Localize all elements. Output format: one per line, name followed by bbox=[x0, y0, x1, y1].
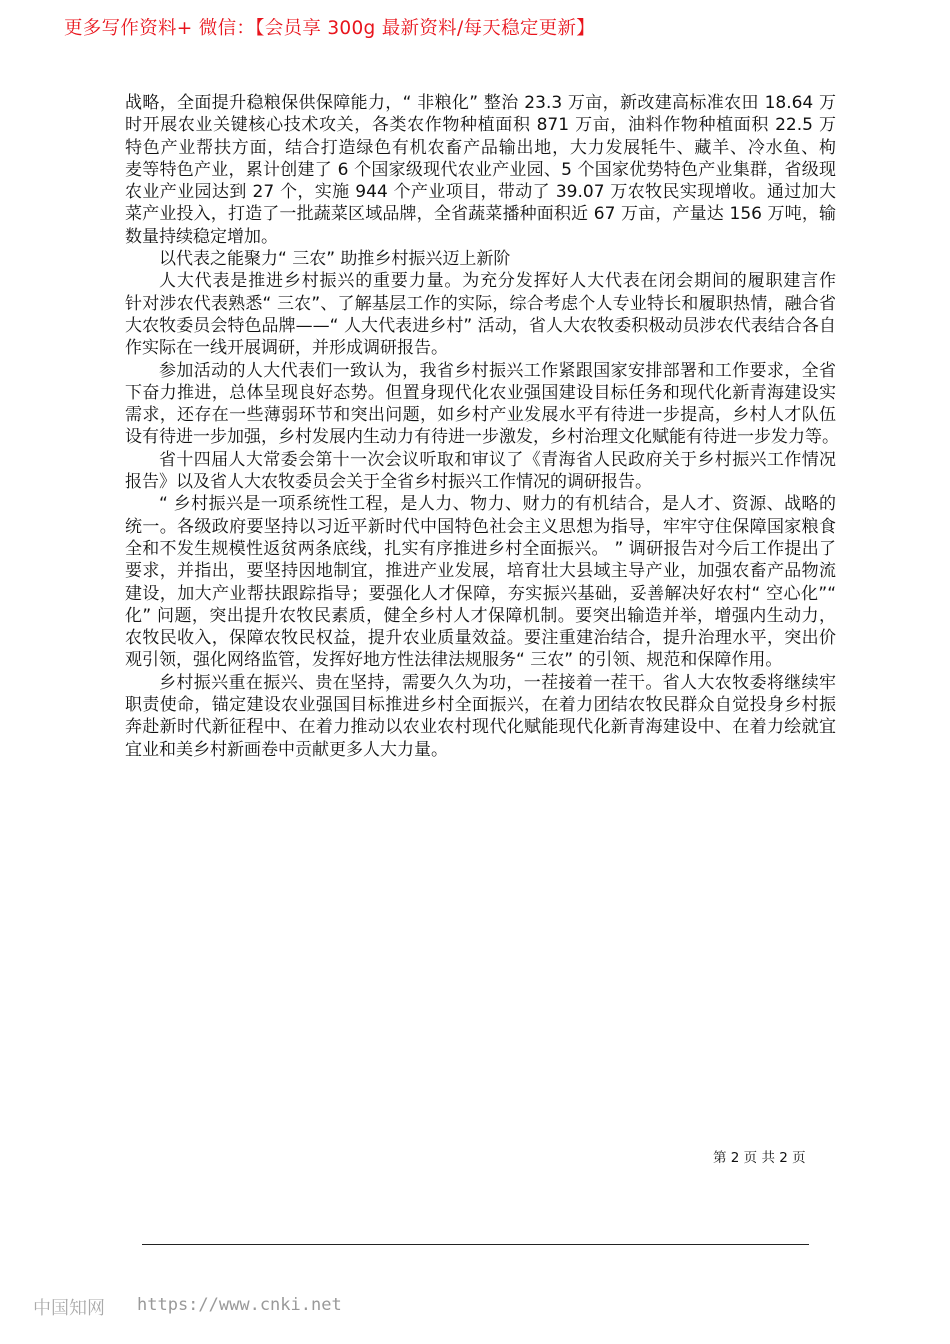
cnki-url[interactable]: https://www.cnki.net bbox=[137, 1295, 342, 1315]
text-line: 以代表之能聚力“ 三农” 助推乡村振兴迈上新阶 bbox=[159, 249, 511, 270]
text-line: 要求，并指出，要坚持因地制宜，推进产业发展，培育壮大县域主导产业，加强农畜产品物流 bbox=[125, 561, 836, 582]
text-line: 农业产业园达到 27 个，实施 944 个产业项目，带动了 39.07 万农牧民实现增收。通过加大 bbox=[125, 182, 836, 203]
text-line: 数量持续稳定增加。 bbox=[125, 226, 278, 247]
promo-banner: 更多写作资料+ 微信：【会员享 300g 最新资料/每天稳定更新】 bbox=[64, 18, 596, 39]
text-line: 针对涉农代表熟悉“ 三农”、了解基层工作的实际，综合考虑个人专业特长和履职热情，融合省 bbox=[125, 293, 836, 314]
text-line: 观引领，强化网络监管，发挥好地方性法律法规服务“ 三农” 的引领、规范和保障作用。 bbox=[125, 650, 783, 671]
cnki-logo: 中国知网 bbox=[33, 1298, 105, 1319]
text-line: 需求，还存在一些薄弱环节和突出问题，如乡村产业发展水平有待进一步提高，乡村人才队伍 bbox=[125, 405, 836, 426]
paragraph bbox=[125, 449, 836, 494]
text-line: 时开展农业关键核心技术攻关，各类农作物种植面积 871 万亩，油料作物种植面积 22.5 万 bbox=[125, 115, 836, 136]
text-line: 奔赴新时代新征程中、在着力推动以农业农村现代化赋能现代化新青海建设中、在着力绘就宜 bbox=[125, 717, 836, 738]
text-line: 大农牧委员会特色品牌——“ 人大代表进乡村” 活动，省人大农牧委积极动员涉农代表结合各自 bbox=[125, 315, 836, 336]
document-body bbox=[125, 92, 839, 761]
text-line: 人大代表是推进乡村振兴的重要力量。为充分发挥好人大代表在闭会期间的履职建言作 bbox=[159, 271, 836, 292]
paragraph bbox=[125, 360, 839, 449]
paragraph bbox=[125, 672, 836, 761]
text-line: 全和不发生规模性返贫两条底线，扎实有序推进乡村全面振兴。 ” 调研报告对今后工作提出了 bbox=[125, 538, 836, 559]
text-line: 化” 问题，突出提升农牧民素质，健全乡村人才保障机制。要突出输造并举，增强内生动力， bbox=[125, 605, 836, 626]
text-line: 乡村振兴重在振兴、贵在坚持，需要久久为功，一茬接着一茬干。省人大农牧委将继续牢 bbox=[159, 672, 836, 693]
paragraph bbox=[125, 493, 836, 671]
text-line: 报告》以及省人大农牧委员会关于全省乡村振兴工作情况的调研报告。 bbox=[125, 472, 652, 493]
text-line: 下奋力推进，总体呈现良好态势。但置身现代化农业强国建设目标任务和现代化新青海建设实 bbox=[125, 382, 836, 403]
text-line: 麦等特色产业，累计创建了 6 个国家级现代农业产业园、5 个国家优势特色产业集群，省级现 bbox=[125, 159, 836, 180]
text-line: 建设，加大产业帮扶跟踪指导；要强化人才保障，夯实振兴基础，妥善解决好农村“ 空心化”“ bbox=[125, 583, 836, 604]
paragraph bbox=[125, 92, 836, 248]
text-line: 宜业和美乡村新画卷中贡献更多人大力量。 bbox=[125, 739, 448, 760]
text-line: 作实际在一线开展调研，并形成调研报告。 bbox=[125, 338, 448, 359]
text-line: 职责使命，锚定建设农业强国目标推进乡村全面振兴，在着力团结农牧民群众自觉投身乡村振 bbox=[125, 695, 836, 716]
text-line: 农牧民收入，保障农牧民权益，提升农业质量效益。要注重建治结合，提升治理水平，突出价 bbox=[125, 628, 836, 649]
paragraph bbox=[125, 270, 836, 359]
page-number: 第 2 页 共 2 页 bbox=[713, 1150, 806, 1166]
text-line: “ 乡村振兴是一项系统性工程，是人力、物力、财力的有机结合，是人才、资源、战略的 bbox=[159, 494, 836, 515]
text-line: 参加活动的人大代表们一致认为，我省乡村振兴工作紧跟国家安排部署和工作要求，全省 bbox=[159, 360, 836, 381]
text-line: 特色产业帮扶方面，结合打造绿色有机农畜产品输出地，大力发展牦牛、藏羊、冷水鱼、枸 bbox=[125, 137, 836, 158]
text-line: 设有待进一步加强，乡村发展内生动力有待进一步激发，乡村治理文化赋能有待进一步发力等。 bbox=[125, 427, 839, 448]
footer-divider bbox=[142, 1244, 809, 1245]
text-line: 菜产业投入，打造了一批蔬菜区域品牌，全省蔬菜播种面积近 67 万亩，产量达 156 万吨，输 bbox=[125, 204, 836, 225]
text-line: 省十四届人大常委会第十一次会议听取和审议了《青海省人民政府关于乡村振兴工作情况 bbox=[159, 449, 836, 470]
section-heading bbox=[125, 248, 836, 270]
text-line: 统一。各级政府要坚持以习近平新时代中国特色社会主义思想为指导，牢牢守住保障国家粮食 bbox=[125, 516, 836, 537]
text-line: 战略，全面提升稳粮保供保障能力，“ 非粮化” 整治 23.3 万亩，新改建高标准农田 18.64 万 bbox=[125, 93, 836, 113]
